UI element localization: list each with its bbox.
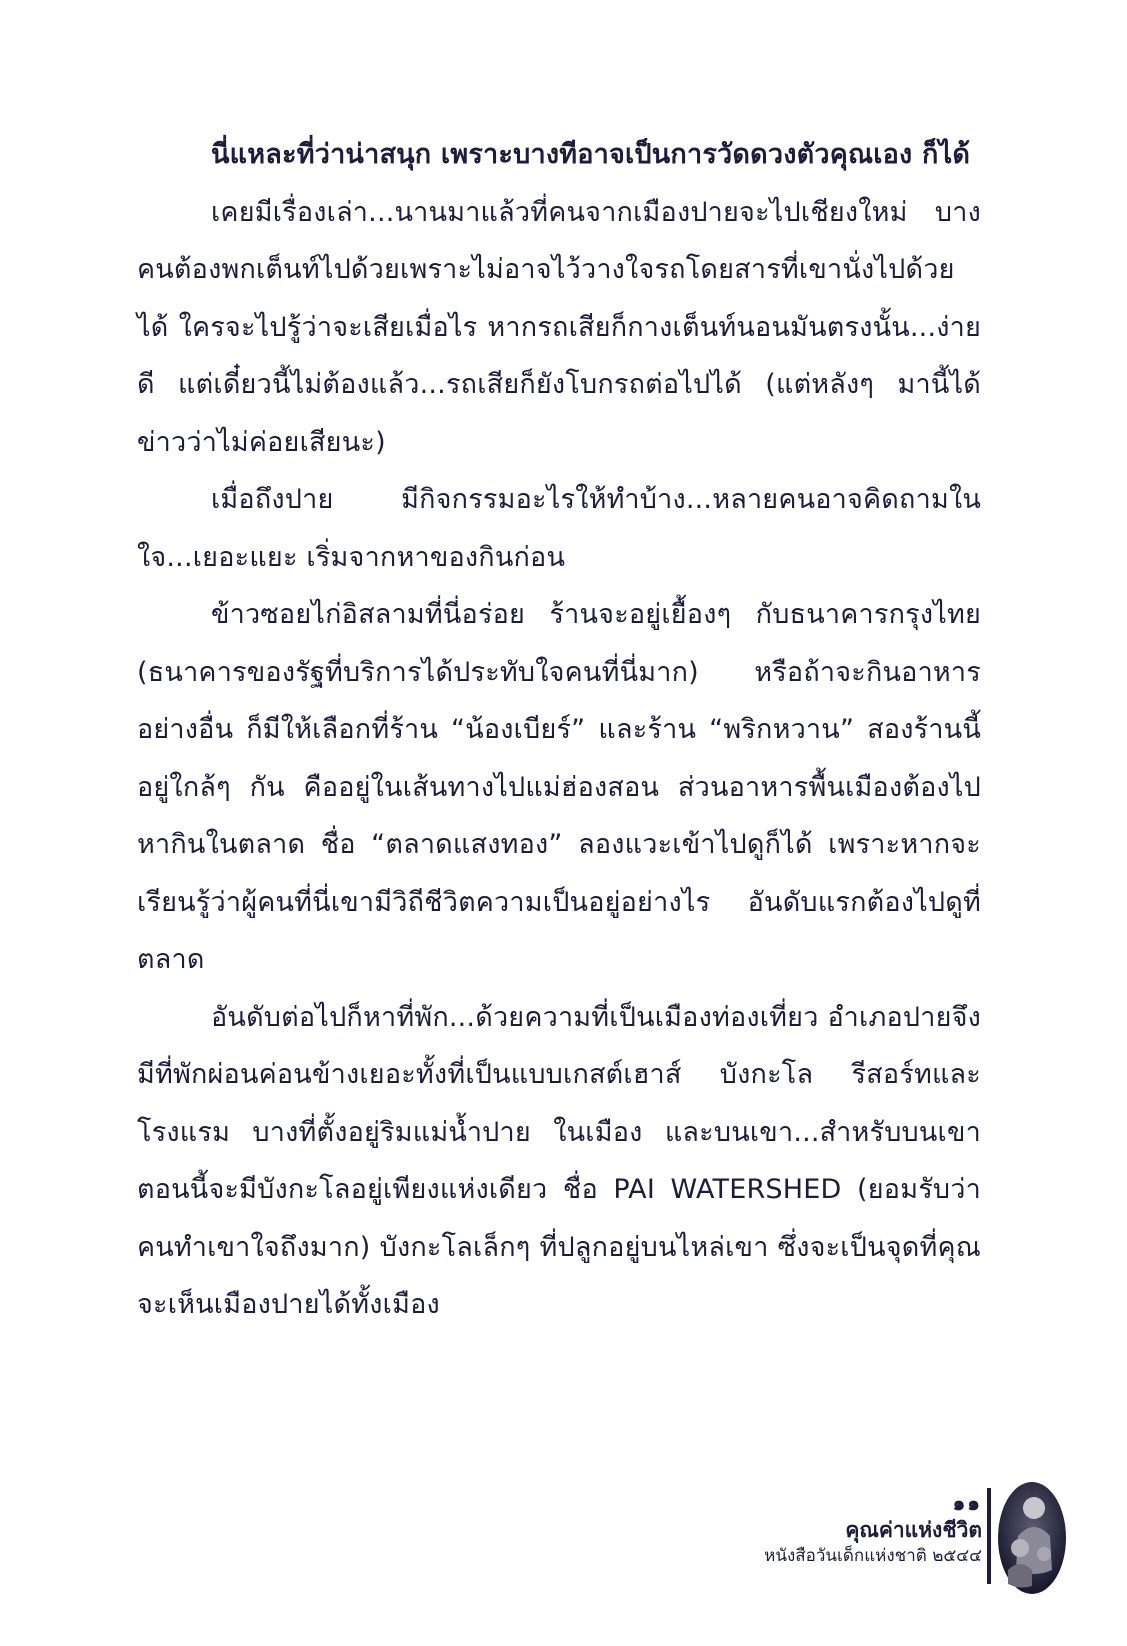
paragraph-1: นี่แหละที่ว่าน่าสนุก เพราะบางทีอาจเป็นการวัดดวงตัวคุณเอง ก็ได้: [211, 139, 971, 170]
page-footer: [682, 1490, 982, 1568]
paragraph-2: เคยมีเรื่องเล่า...นานมาแล้วที่คนจากเมืองปายจะไปเชียงใหม่ บางคนต้องพกเต็นท์ไปด้วยเพราะไม่อาจไว้วางใจรถโดยสารที่เขานั่งไปด้วยได้ ใครจะไปรู้ว่าจะเสียเมื่อไร หากรถเสียก็กางเต็นท์นอนมันตรงนั้น...ง่ายดี แต่เดี๋ยวนี้ไม่ต้องแล้ว...รถเสียก็ยังโบกรถต่อไปได้ (แต่หลังๆ มานี้ได้ข่าวว่าไม่ค่อยเสียนะ): [137, 196, 981, 458]
page-number: ๑๑: [952, 1491, 982, 1515]
book-subtitle: หนังสือวันเด็กแห่งชาติ ๒๕๔๔: [764, 1546, 982, 1566]
book-title: คุณค่าแห่งชีวิต: [845, 1518, 982, 1542]
body-text: [137, 126, 981, 1334]
footer-divider: [987, 1488, 991, 1584]
paragraph-5: อันดับต่อไปก็หาที่พัก...ด้วยความที่เป็นเมืองท่องเที่ยว อำเภอปายจึงมีที่พักผ่อนค่อนข้างเยอะทั้งที่เป็นแบบเกสต์เฮาส์ บังกะโล รีสอร์ทและโรงแรม บางที่ตั้งอยู่ริมแม่น้ำปาย ในเมือง และบนเขา...สำหรับบนเขา ตอนนี้จะมีบังกะโลอยู่เพียงแห่งเดียว ชื่อ PAI WATERSHED (ยอมรับว่าคนทำเขาใจถึงมาก) บังกะโลเล็กๆ ที่ปลูกอยู่บนไหล่เขา ซึ่งจะเป็นจุดที่คุณจะเห็นเมืองปายได้ทั้งเมือง: [137, 1001, 981, 1320]
paragraph-4: ข้าวซอยไก่อิสลามที่นี่อร่อย ร้านจะอยู่เยื้องๆ กับธนาคารกรุงไทย (ธนาคารของรัฐที่บริการได้ประทับใจคนที่นี่มาก) หรือถ้าจะกินอาหารอย่างอื่น ก็มีให้เลือกที่ร้าน “น้องเบียร์” และร้าน “พริกหวาน” สองร้านนี้อยู่ใกล้ๆ กัน คืออยู่ในเส้นทางไปแม่ฮ่องสอน ส่วนอาหารพื้นเมืองต้องไปหากินในตลาด ชื่อ “ตลาดแสงทอง” ลองแวะเข้าไปดูก็ได้ เพราะหากจะเรียนรู้ว่าผู้คนที่นี่เขามีวิถีชีวิตความเป็นอยู่อย่างไร อันดับแรกต้องไปดูที่ตลาด: [137, 599, 981, 975]
portrait-emblem-icon: [996, 1478, 1068, 1596]
paragraph-3: เมื่อถึงปาย มีกิจกรรมอะไรให้ทำบ้าง...หลายคนอาจคิดถามในใจ...เยอะแยะ เริ่มจากหาของกินก่อน: [137, 484, 981, 573]
